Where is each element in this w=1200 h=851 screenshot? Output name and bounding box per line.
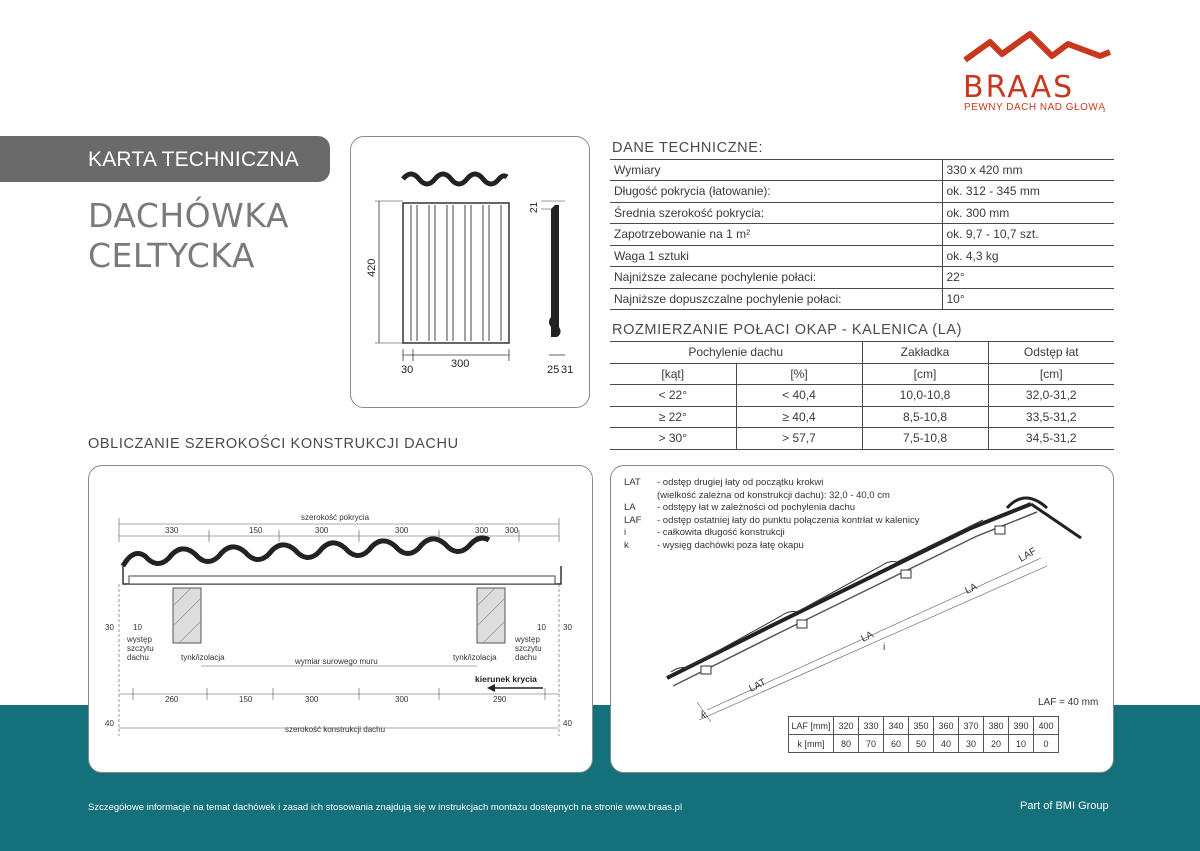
table-row xyxy=(789,717,1059,735)
laf-k-table xyxy=(788,716,1059,753)
table-row xyxy=(610,181,1114,203)
dim-21: 21 xyxy=(529,201,540,213)
k-label: k xyxy=(701,710,706,721)
legend-text: - wysięg dachówki poza łatę okapu xyxy=(657,539,804,551)
roof-legend xyxy=(624,477,919,552)
top-dim: 300 xyxy=(505,526,519,535)
tech-heading: DANE TECHNICZNE: xyxy=(612,140,764,156)
tynk-label: tynk/izolacja xyxy=(453,653,497,662)
rozmierzanie-table xyxy=(610,341,1114,450)
top-dim: 330 xyxy=(165,526,179,535)
tech-label: Zapotrzebowanie na 1 m² xyxy=(610,224,942,246)
row-head: k [mm] xyxy=(789,735,834,753)
table-row xyxy=(610,159,1114,181)
cell-zakladka: 8,5-10,8 xyxy=(862,406,988,428)
cell-odstep: 32,0-31,2 xyxy=(988,385,1114,407)
cell-pct: < 40,4 xyxy=(736,385,862,407)
dim-300: 300 xyxy=(451,358,470,370)
table-row xyxy=(610,385,1114,407)
la-label: LA xyxy=(963,581,980,597)
cell-kat: < 22° xyxy=(610,385,736,407)
table-cell: 390 xyxy=(1009,717,1034,735)
bottom-dim: 300 xyxy=(395,695,409,704)
bottom-dim: 260 xyxy=(165,695,179,704)
dim-10-right: 10 xyxy=(537,623,546,632)
table-row xyxy=(610,288,1114,310)
laf-label: LAF xyxy=(1017,545,1039,565)
la-label: LA xyxy=(859,629,876,645)
legend-key xyxy=(624,490,657,503)
brand-tagline: PEWNY DACH NAD GŁOWĄ xyxy=(964,102,1106,113)
unit-pct: [%] xyxy=(736,363,862,385)
tech-table xyxy=(610,159,1114,310)
footer-group: Part of BMI Group xyxy=(1020,800,1109,812)
top-dim: 300 xyxy=(315,526,329,535)
legend-key: LAT xyxy=(624,477,641,488)
legend-row xyxy=(624,515,919,528)
product-title-line1: DACHÓWKA xyxy=(88,196,289,235)
col-head-pochylenie: Pochylenie dachu xyxy=(610,342,862,364)
tile-drawing xyxy=(351,137,591,409)
table-cell: 80 xyxy=(834,735,859,753)
legend-key: k xyxy=(624,539,629,551)
table-row xyxy=(610,202,1114,224)
footer-info: Szczegółowe informacje na temat dachówek i zasad ich stosowania znajdują się w instrukcjach montażu dostępnych na stronie www.braas.pl xyxy=(88,802,683,813)
legend-row xyxy=(624,490,919,503)
legend-key: LAF xyxy=(624,514,642,526)
table-cell: 320 xyxy=(834,717,859,735)
dim-40-left: 40 xyxy=(105,719,114,728)
unit-cm: [cm] xyxy=(862,363,988,385)
dim-420: 420 xyxy=(366,258,378,277)
dim-25: 25 xyxy=(547,364,560,376)
table-cell: 60 xyxy=(884,735,909,753)
tech-value: ok. 9,7 - 10,7 szt. xyxy=(942,224,1114,246)
top-dim: 300 xyxy=(395,526,409,535)
table-row xyxy=(610,406,1114,428)
top-dim: 300 xyxy=(475,526,489,535)
table-cell: 10 xyxy=(1009,735,1034,753)
col-head-odstep: Odstęp łat xyxy=(988,342,1114,364)
bottom-dim: 300 xyxy=(305,695,319,704)
dim-30: 30 xyxy=(401,364,414,376)
i-label: i xyxy=(883,642,886,653)
legend-row xyxy=(624,502,919,515)
tynk-label: tynk/izolacja xyxy=(181,653,225,662)
tech-value: ok. 312 - 345 mm xyxy=(942,181,1114,203)
legend-row xyxy=(624,527,919,540)
tech-label: Waga 1 sztuki xyxy=(610,245,942,267)
legend-key: i xyxy=(624,527,627,538)
dim-31: 31 xyxy=(561,364,574,376)
table-row xyxy=(610,428,1114,450)
tech-label: Najniższe dopuszczalne pochylenie połaci: xyxy=(610,288,942,310)
table-cell: 50 xyxy=(909,735,934,753)
tech-value: ok. 4,3 kg xyxy=(942,245,1114,267)
dim-30-left: 30 xyxy=(105,623,114,632)
tech-label: Średnia szerokość pokrycia: xyxy=(610,202,942,224)
row-head: LAF [mm] xyxy=(789,717,834,735)
cell-odstep: 33,5-31,2 xyxy=(988,406,1114,428)
table-cell: 330 xyxy=(859,717,884,735)
top-dim: 150 xyxy=(249,526,263,535)
table-row xyxy=(610,267,1114,289)
product-title xyxy=(88,196,289,276)
table-cell: 30 xyxy=(959,735,984,753)
table-row xyxy=(610,245,1114,267)
cell-zakladka: 10,0-10,8 xyxy=(862,385,988,407)
tech-value: 22° xyxy=(942,267,1114,289)
table-row xyxy=(610,224,1114,246)
table-cell: 380 xyxy=(984,717,1009,735)
col-head-zakladka: Zakładka xyxy=(862,342,988,364)
szerokosc-konstrukcji-label: szerokość konstrukcji dachu xyxy=(285,725,386,734)
cell-kat: ≥ 22° xyxy=(610,406,736,428)
wystep-label: szczytu xyxy=(127,644,154,653)
tech-value: ok. 300 mm xyxy=(942,202,1114,224)
tech-value: 10° xyxy=(942,288,1114,310)
table-cell: 340 xyxy=(884,717,909,735)
wymiar-muru-label: wymiar surowego muru xyxy=(295,657,378,666)
laf-note: LAF = 40 mm xyxy=(1038,697,1099,708)
bottom-dim: 150 xyxy=(239,695,253,704)
tech-label: Długość pokrycia (łatowanie): xyxy=(610,181,942,203)
product-title-line2: CELTYCKA xyxy=(88,236,255,275)
arrow-left-icon xyxy=(487,684,495,692)
cell-pct: ≥ 40,4 xyxy=(736,406,862,428)
section-label: KARTA TECHNICZNA xyxy=(88,148,299,171)
dim-30-right: 30 xyxy=(563,623,572,632)
table-row xyxy=(610,342,1114,364)
cell-pct: > 57,7 xyxy=(736,428,862,450)
tech-label: Wymiary xyxy=(610,159,942,181)
table-row xyxy=(789,735,1059,753)
table-cell: 370 xyxy=(959,717,984,735)
tile-drawing-panel xyxy=(350,136,590,408)
legend-text: - odstęp drugiej łaty od początku krokwi xyxy=(657,477,824,488)
table-cell: 350 xyxy=(909,717,934,735)
legend-text: (wielkość zależna od konstrukcji dachu): 32,0 - 40,0 cm xyxy=(657,489,890,501)
table-cell: 70 xyxy=(859,735,884,753)
legend-row xyxy=(624,477,919,490)
table-cell: 400 xyxy=(1034,717,1059,735)
brand-name: BRAAS xyxy=(963,70,1075,105)
tech-label: Najniższe zalecane pochylenie połaci: xyxy=(610,267,942,289)
table-cell: 360 xyxy=(934,717,959,735)
unit-cm: [cm] xyxy=(988,363,1114,385)
dim-40-right: 40 xyxy=(563,719,572,728)
dim-10-left: 10 xyxy=(133,623,142,632)
rozmierzanie-heading: ROZMIERZANIE POŁACI OKAP - KALENICA (LA) xyxy=(612,322,963,338)
legend-text: - odstępy łat w zależności od pochylenia dachu xyxy=(657,502,856,513)
cell-kat: > 30° xyxy=(610,428,736,450)
wystep-label: występ xyxy=(127,635,152,644)
cell-odstep: 34,5-31,2 xyxy=(988,428,1114,450)
wystep-label: szczytu xyxy=(515,644,542,653)
lat-label: LAT xyxy=(747,676,769,695)
legend-text: - odstęp ostatniej łaty do punktu połączenia kontrłat w kalenicy xyxy=(657,514,920,526)
legend-key: LA xyxy=(624,502,636,513)
cell-zakladka: 7,5-10,8 xyxy=(862,428,988,450)
wystep-label: dachu xyxy=(515,653,537,662)
tech-value: 330 x 420 mm xyxy=(942,159,1114,181)
wystep-label: występ xyxy=(515,635,540,644)
table-cell: 40 xyxy=(934,735,959,753)
wystep-label: dachu xyxy=(127,653,149,662)
unit-kat: [kąt] xyxy=(610,363,736,385)
legend-row xyxy=(624,540,919,553)
kierunek-label: kierunek krycia xyxy=(475,674,537,684)
bottom-dim: 290 xyxy=(493,695,507,704)
table-cell: 0 xyxy=(1034,735,1059,753)
section-label-bar xyxy=(0,136,330,182)
table-cell: 20 xyxy=(984,735,1009,753)
szerokosc-pokrycia-label: szerokość pokrycia xyxy=(301,513,370,522)
width-diagram xyxy=(89,466,594,774)
width-heading: OBLICZANIE SZEROKOŚCI KONSTRUKCJI DACHU xyxy=(88,436,459,452)
legend-text: - całkowita długość konstrukcji xyxy=(657,527,785,538)
table-row xyxy=(610,363,1114,385)
width-diagram-panel xyxy=(88,465,593,773)
